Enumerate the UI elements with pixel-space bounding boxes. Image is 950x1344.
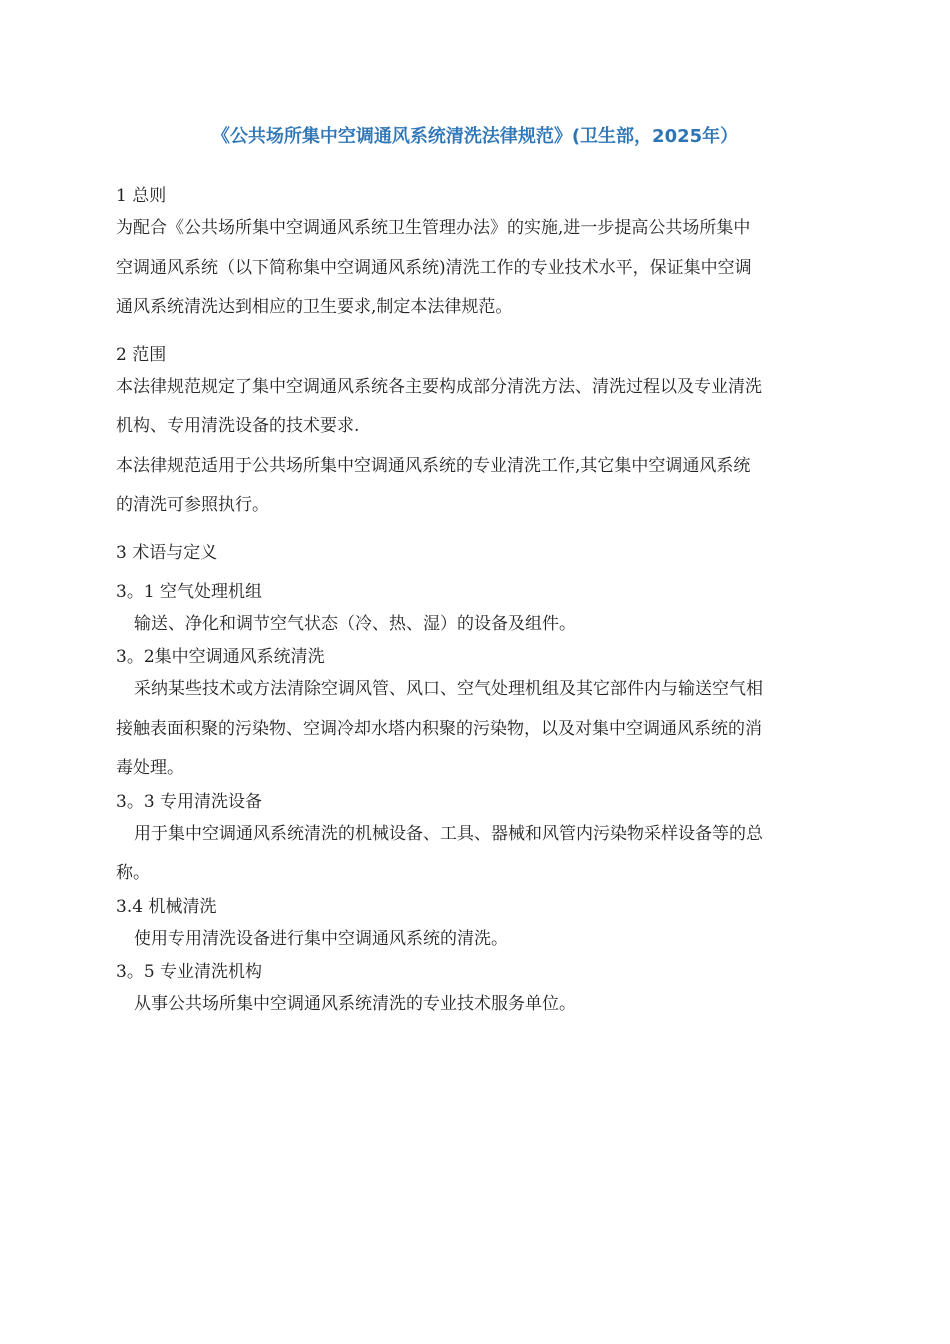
text-line: 使用专用清洗设备进行集中空调通风系统的清洗。 [134,928,508,949]
term-heading: 3。5 专业清洗机构 [116,962,263,982]
text-line: 空调通风系统（以下简称集中空调通风系统)清洗工作的专业技术水平，保证集中空调 [116,257,752,278]
text-line: 本法律规范适用于公共场所集中空调通风系统的专业清洗工作,其它集中空调通风系统 [116,455,751,476]
text-line: 输送、净化和调节空气状态（冷、热、湿）的设备及组件。 [134,613,576,634]
section-heading-terms: 3 术语与定义 [116,542,218,563]
term-heading: 3。3 专用清洗设备 [116,791,263,812]
text-line: 从事公共场所集中空调通风系统清洗的专业技术服务单位。 [134,994,576,1014]
text-line: 为配合《公共场所集中空调通风系统卫生管理办法》的实施,进一步提高公共场所集中 [116,218,751,238]
section-heading-scope: 2 范围 [116,344,167,365]
term-heading: 3。2集中空调通风系统清洗 [116,647,325,667]
term-definition [116,605,844,645]
term-definition [116,670,844,789]
term-definition [116,815,844,894]
document-body [116,183,844,1025]
text-line: 的清洗可参照执行。 [116,495,269,515]
term-heading: 3。1 空气处理机组 [116,581,263,602]
text-line: 用于集中空调通风系统清洗的机械设备、工具、器械和风管内污染物采样设备等的总 [134,823,763,844]
text-line: 毒处理。 [116,758,184,778]
document-title: 《公共场所集中空调通风系统清洗法律规范》(卫生部，2025年） [211,126,739,147]
term-definition [116,985,844,1025]
text-line: 接触表面积聚的污染物、空调冷却水塔内积聚的污染物，以及对集中空调通风系统的消 [116,718,762,739]
text-line: 通风系统清洗达到相应的卫生要求,制定本法律规范。 [116,297,513,317]
text-line: 本法律规范规定了集中空调通风系统各主要构成部分清洗方法、清洗过程以及专业清洗 [116,376,762,397]
term-definition [116,920,844,960]
text-line: 称。 [116,863,150,883]
term-heading: 3.4 机械清洗 [116,896,217,917]
text-line: 机构、专用清洗设备的技术要求. [116,416,360,436]
section-paragraph-scope-1 [116,368,844,447]
section-paragraph-general [116,209,844,328]
text-line: 采纳某些技术或方法清除空调风管、风口、空气处理机组及其它部件内与输送空气相 [134,679,763,699]
section-paragraph-scope-2 [116,447,844,526]
section-heading-general: 1 总则 [116,186,167,206]
